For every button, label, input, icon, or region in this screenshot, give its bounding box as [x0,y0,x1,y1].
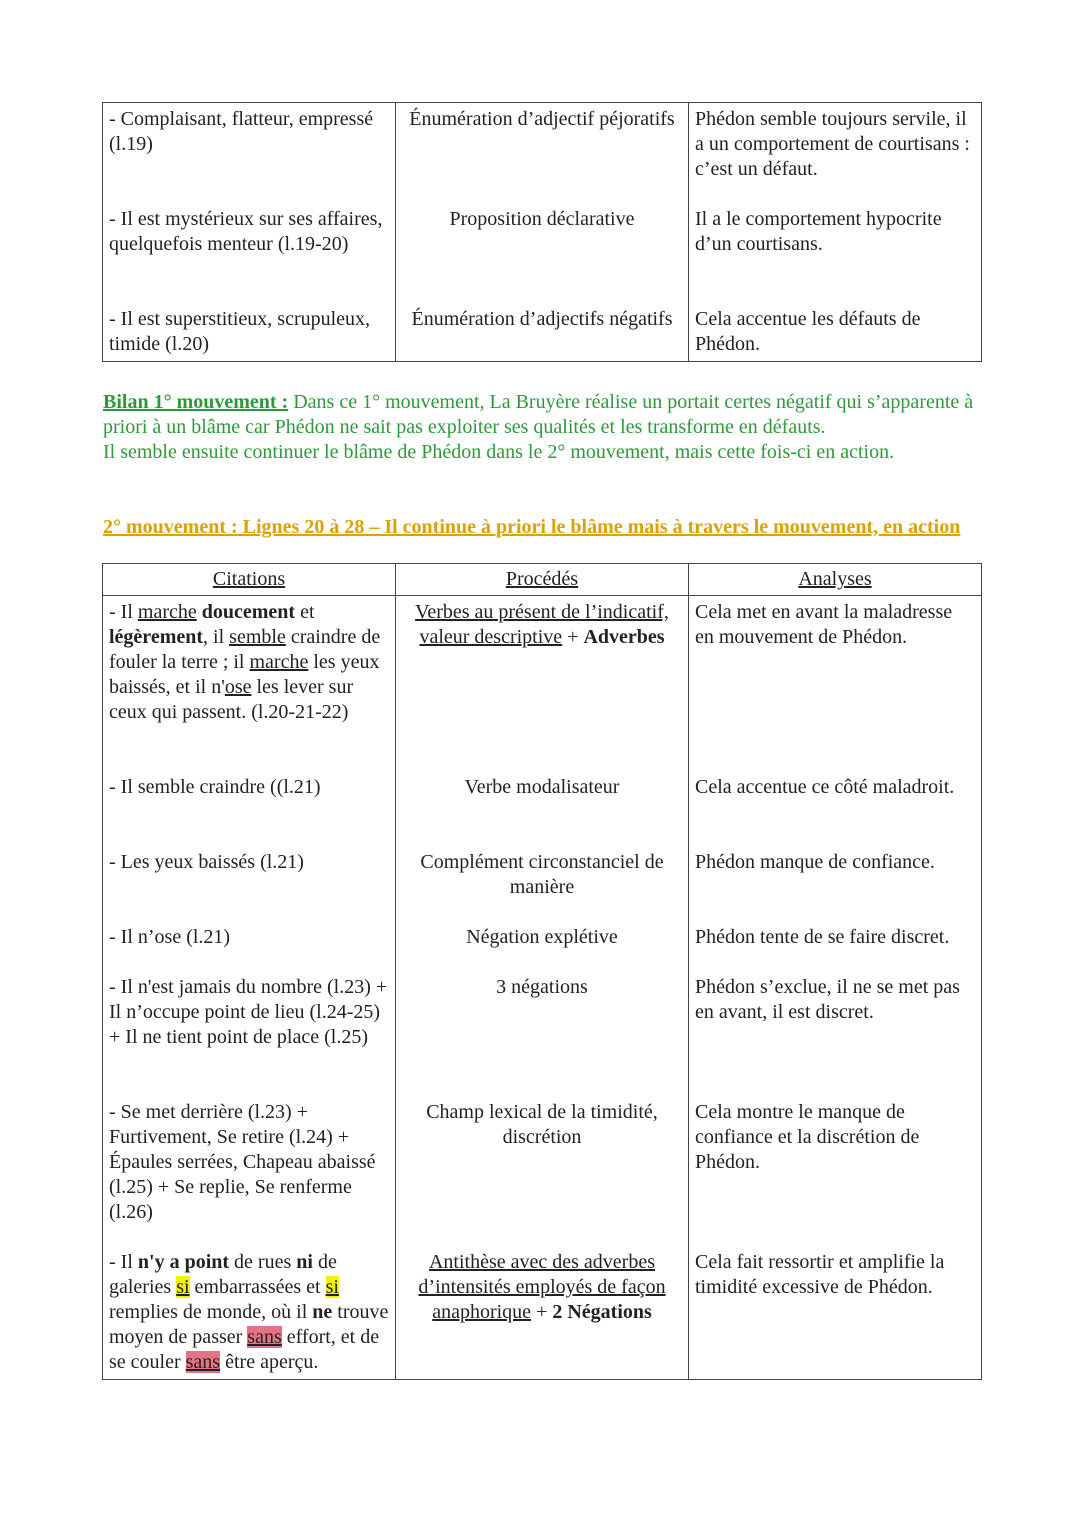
procede-cell [396,771,689,846]
citation-text: n'y a [137,1251,180,1273]
analyse-cell [689,846,982,921]
procede-text: Champ lexical de la timidité, discrétion [426,1101,658,1148]
citation-text: et [295,601,315,623]
bilan-paragraph [103,390,983,465]
citation-cell [103,596,396,772]
bilan-text-2: Il semble ensuite continuer le blâme de Phédon dans le 2° mouvement, mais cette fois-ci en action. [103,441,895,463]
procede-text: Complément circonstanciel de manière [420,851,664,898]
analyse-text: Cela met en avant la maladresse en mouvement de Phédon. [695,601,953,648]
citation-text: doucement [201,601,296,623]
analyse-cell [689,303,982,362]
procede-cell [396,596,689,772]
citation-cell [103,771,396,846]
procede-text: Adverbes [583,626,665,648]
analyse-cell [689,1246,982,1380]
citation-cell [103,1246,396,1380]
procede-text: 2 Négations [552,1301,652,1323]
procede-text: + [562,626,584,648]
citation-text: sans [185,1351,221,1373]
analyse-cell [689,1096,982,1246]
bilan-text: Dans ce 1° mouvement, La Bruyère réalise un portait certes négatif qui s’apparente à priori à un blâme car Phédon ne sait pas exploiter ses qualités et les transforme en défauts. [103,391,974,438]
citation-text: - Il n’ose (l.21) [109,926,231,948]
analyse-text: Phédon s’exclue, il ne se met pas en avant, il est discret. [695,976,960,1023]
citation-cell [103,1096,396,1246]
citation-text: craindre de fouler la terre ; il [109,626,381,673]
citation-text: de rues [229,1251,297,1273]
analyse-text: Phédon manque de confiance. [695,851,935,873]
procede-cell [396,971,689,1096]
citation-text: - Il est superstitieux, scrupuleux, timide (l.20) [109,308,371,355]
procede-cell [396,846,689,921]
analyse-cell [689,103,982,204]
citation-cell [103,103,396,204]
citation-cell [103,303,396,362]
citation-cell [103,971,396,1096]
procede-text: Verbes au présent de l’indicatif, valeur descriptive [415,601,669,648]
citation-text: embarrassées et [189,1276,326,1298]
citation-text: si [176,1276,190,1298]
bilan-label: Bilan 1° mouvement : [103,391,289,413]
procede-text: Proposition déclarative [449,208,635,230]
citation-text: légèrement [109,626,204,648]
citation-text: - Il est mystérieux sur ses affaires, quelquefois menteur (l.19-20) [109,208,383,255]
citation-text: sans [247,1326,282,1348]
citation-text: - Les yeux baissés (l.21) [109,851,304,873]
procede-cell [396,921,689,971]
citation-text: - Il n'est jamais du nombre (l.23) + Il n’occupe point de lieu (l.24-25) + Il ne tient point de place (l.25) [109,976,388,1048]
citation-text: , il [203,626,230,648]
citation-text: trouve moyen de passer [109,1301,389,1348]
procede-text: Énumération d’adjectif péjoratifs [409,108,675,130]
citation-text: - Il [109,1251,138,1273]
citation-text: effort, et de se couler [109,1326,380,1373]
procede-cell [396,103,689,204]
procede-text: Antithèse avec des adverbes d’intensités employés de façon anaphorique [418,1251,666,1323]
citation-text: point [184,1251,230,1273]
procede-cell [396,1246,689,1380]
citation-text: - Il [109,601,138,623]
citation-cell [103,921,396,971]
citation-text: - Complaisant, flatteur, empressé (l.19) [109,108,374,155]
header-citations: Citations [103,564,396,596]
citation-text: si [325,1276,339,1298]
analyse-text: Cela fait ressortir et amplifie la timidité excessive de Phédon. [695,1251,945,1298]
analyse-cell [689,771,982,846]
procede-text: Verbe modalisateur [464,776,620,798]
citation-text: - Se met derrière (l.23) + Furtivement, Se retire (l.24) + Épaules serrées, Chapeau abaissé (l.25) + Se replie, Se renferme (l.26) [109,1101,376,1223]
citation-text: ose [224,676,252,698]
header-procedes: Procédés [396,564,689,596]
citation-text: les lever sur ceux qui passent. (l.20-21-22) [109,676,354,723]
analysis-table-2 [102,563,982,1380]
citation-text: marche [249,651,309,673]
analyse-text: Phédon tente de se faire discret. [695,926,950,948]
procede-text: 3 négations [496,976,588,998]
procede-text: + [531,1301,553,1323]
analyse-cell [689,596,982,772]
procede-text: Énumération d’adjectifs négatifs [411,308,673,330]
citation-cell [103,203,396,303]
citation-text: remplies de monde, où il [109,1301,313,1323]
procede-cell [396,203,689,303]
analyse-cell [689,971,982,1096]
citation-text: ni [296,1251,313,1273]
analyse-text: Cela accentue ce côté maladroit. [695,776,955,798]
citation-text: les yeux baissés, et il n' [109,651,380,698]
citation-text: - Il semble craindre ((l.21) [109,776,321,798]
analyse-cell [689,921,982,971]
analyse-cell [689,203,982,303]
analysis-table-1 [102,102,982,362]
citation-text: marche [137,601,197,623]
procede-text: Négation explétive [466,926,618,948]
procede-cell [396,1096,689,1246]
analyse-text: Cela montre le manque de confiance et la discrétion de Phédon. [695,1101,920,1173]
citation-text: de galeries [109,1251,337,1298]
citation-text: être aperçu. [220,1351,319,1373]
analyse-text: Il a le comportement hypocrite d’un courtisans. [695,208,942,255]
citation-cell [103,846,396,921]
analyse-text: Cela accentue les défauts de Phédon. [695,308,921,355]
procede-cell [396,303,689,362]
citation-text: ne [312,1301,333,1323]
mouvement-2-heading: 2° mouvement : Lignes 20 à 28 – Il continue à priori le blâme mais à travers le mouvement, en action [103,516,961,538]
header-analyses: Analyses [689,564,982,596]
analyse-text: Phédon semble toujours servile, il a un comportement de courtisans : c’est un défaut. [695,108,970,180]
citation-text: semble [229,626,286,648]
